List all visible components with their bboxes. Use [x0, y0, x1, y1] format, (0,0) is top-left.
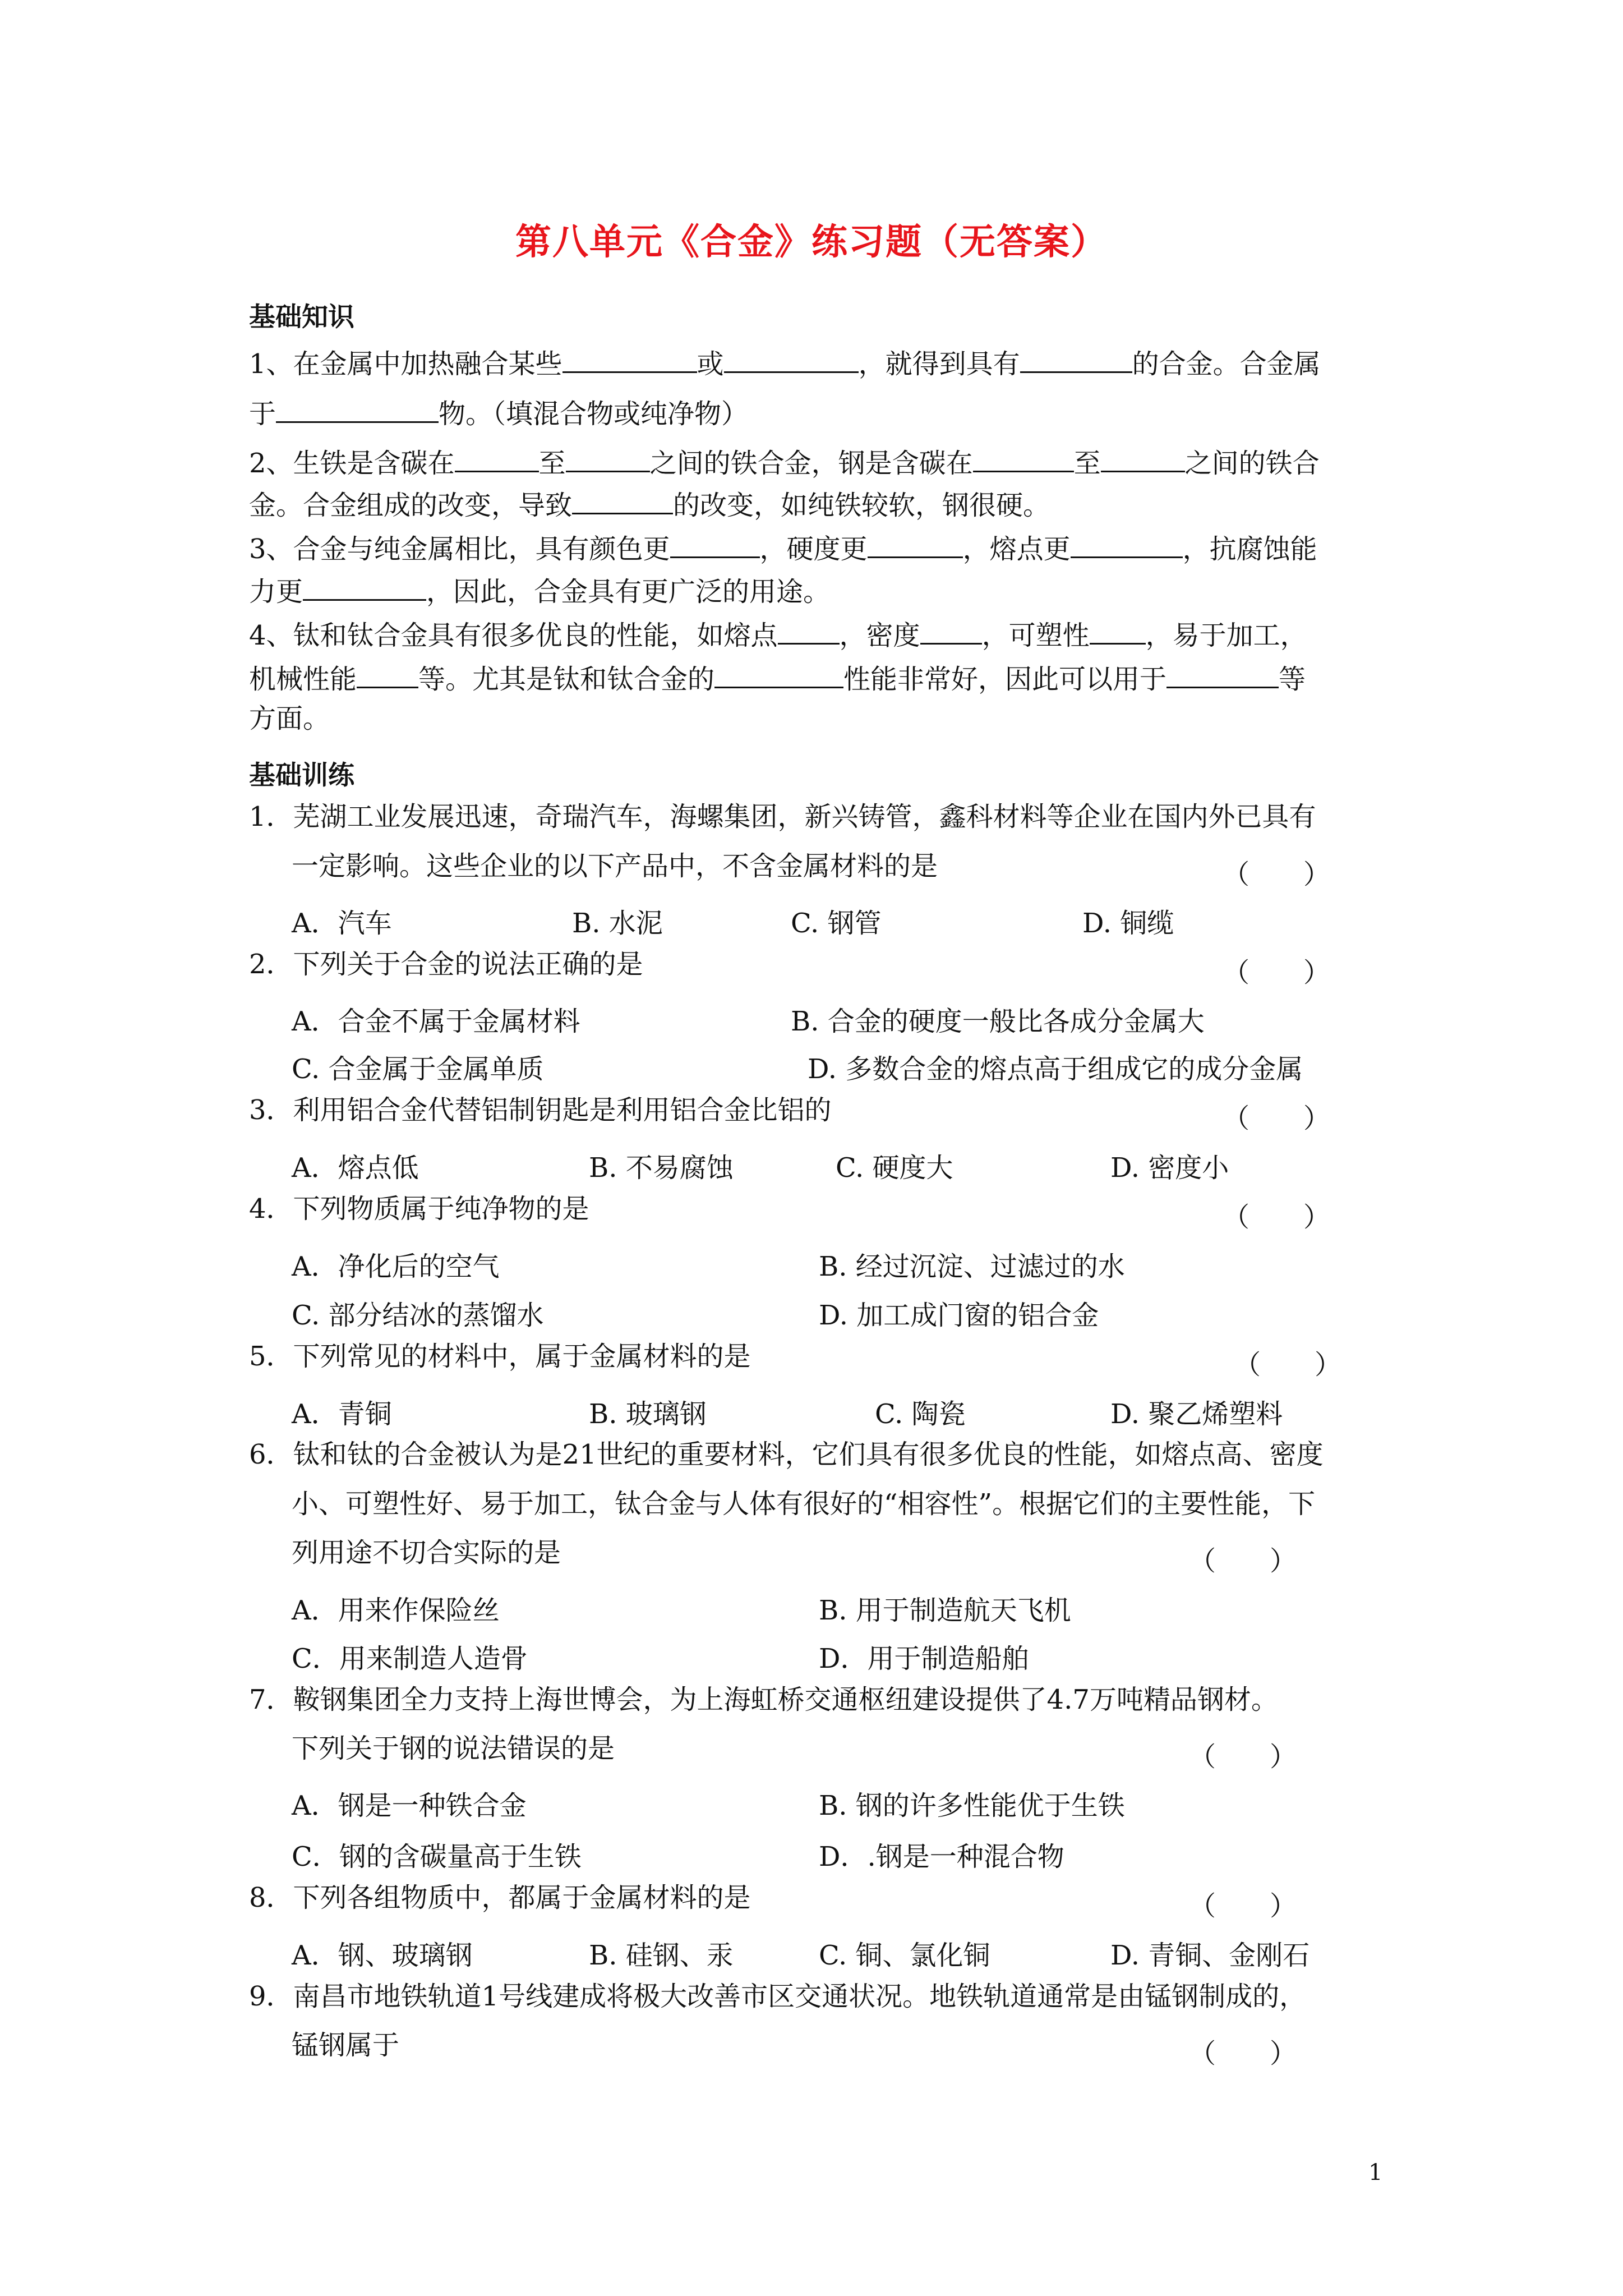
- section-heading-basics: 基础知识: [249, 302, 354, 333]
- question-stem: 7．鞍钢集团全力支持上海世博会，为上海虹桥交通枢纽建设提供了4.7万吨精品钢材。: [249, 1684, 1278, 1715]
- answer-blank[interactable]: [670, 532, 760, 558]
- question-stem: 4．下列物质属于纯净物的是: [249, 1193, 589, 1225]
- question-stem: 6．钛和钛的合金被认为是21世纪的重要材料，它们具有很多优良的性能，如熔点高、密度: [249, 1439, 1324, 1470]
- text: 金。合金组成的改变，导致: [249, 490, 573, 521]
- text: 之间的铁合: [1184, 448, 1320, 479]
- answer-parenthesis[interactable]: （ ）: [1223, 1202, 1331, 1233]
- option-b[interactable]: B. 不易腐蚀: [589, 1152, 734, 1184]
- basics-q3-line2: [249, 574, 831, 608]
- option-d[interactable]: D．.钢是一种混合物: [819, 1841, 1064, 1872]
- question-stem: 1．芜湖工业发展迅速，奇瑞汽车，海螺集团，新兴铸管，鑫科材料等企业在国内外已具有: [249, 801, 1316, 832]
- basics-q4-line2: [249, 662, 1306, 693]
- answer-parenthesis[interactable]: （ ）: [1234, 1349, 1342, 1381]
- answer-blank[interactable]: [562, 347, 697, 373]
- answer-blank[interactable]: [1166, 662, 1279, 688]
- text: ，易于加工，: [1145, 620, 1307, 651]
- text: 于: [249, 398, 276, 430]
- option-b[interactable]: B. 用于制造航天飞机: [819, 1595, 1071, 1626]
- question-stem: 5．下列常见的材料中，属于金属材料的是: [249, 1341, 751, 1372]
- text: 的改变，如纯铁较软，钢很硬。: [673, 490, 1050, 521]
- answer-parenthesis[interactable]: （ ）: [1189, 1890, 1297, 1922]
- text: 的合金。合金属: [1132, 348, 1321, 380]
- basics-q1-line1: [249, 347, 1321, 378]
- answer-blank[interactable]: [868, 532, 963, 558]
- basics-q2-line1: [249, 446, 1320, 477]
- question-stem: 列用途不切合实际的是: [292, 1537, 561, 1568]
- option-b[interactable]: B. 水泥: [572, 908, 663, 939]
- answer-blank[interactable]: [276, 397, 439, 423]
- option-c[interactable]: C. 硬度大: [836, 1152, 953, 1184]
- option-d[interactable]: D. 多数合金的熔点高于组成它的成分金属: [808, 1053, 1303, 1085]
- option-a[interactable]: A．熔点低: [292, 1152, 419, 1184]
- text: 至: [538, 448, 566, 479]
- answer-parenthesis[interactable]: （ ）: [1223, 859, 1331, 890]
- text: 之间的铁合金，钢是含碳在: [649, 448, 973, 479]
- text: 至: [1073, 448, 1101, 479]
- option-c[interactable]: C. 钢管: [791, 908, 882, 939]
- basics-q4-line1: [249, 618, 1307, 649]
- option-d[interactable]: D．用于制造船舶: [819, 1643, 1029, 1674]
- basics-q3-line1: [249, 532, 1317, 563]
- text: 1、在金属中加热融合某些: [249, 348, 562, 380]
- text: ，熔点更: [962, 533, 1071, 565]
- text: 物。（填混合物或纯净物）: [439, 398, 749, 430]
- option-a[interactable]: A．合金不属于金属材料: [292, 1006, 580, 1037]
- text: ，可塑性: [981, 620, 1090, 651]
- page-title: 第八单元《合金》练习题（无答案）: [515, 222, 1108, 263]
- text: 等: [1279, 664, 1306, 695]
- option-d[interactable]: D. 铜缆: [1082, 908, 1174, 939]
- option-b[interactable]: B. 硅钢、汞: [589, 1940, 734, 1971]
- text: 4、钛和钛合金具有很多优良的性能，如熔点: [249, 620, 778, 651]
- answer-parenthesis[interactable]: （ ）: [1223, 1103, 1331, 1134]
- answer-blank[interactable]: [566, 446, 650, 472]
- text: 力更: [249, 576, 303, 608]
- text: 性能非常好，因此可以用于: [843, 664, 1167, 695]
- answer-blank[interactable]: [357, 662, 418, 688]
- answer-blank[interactable]: [1071, 532, 1183, 558]
- answer-blank[interactable]: [724, 347, 859, 373]
- option-a[interactable]: A．青铜: [292, 1398, 392, 1430]
- answer-blank[interactable]: [1090, 618, 1146, 645]
- text: 机械性能: [249, 664, 357, 695]
- answer-parenthesis[interactable]: （ ）: [1189, 1741, 1297, 1773]
- text: ，因此，合金具有更广泛的用途。: [426, 576, 831, 608]
- option-d[interactable]: D. 青铜、金刚石: [1110, 1940, 1310, 1971]
- answer-blank[interactable]: [714, 662, 843, 688]
- question-stem: 3．利用铝合金代替铝制钥匙是利用铝合金比铝的: [249, 1094, 832, 1126]
- option-b[interactable]: B. 合金的硬度一般比各成分金属大: [791, 1006, 1205, 1037]
- question-stem: 2．下列关于合金的说法正确的是: [249, 949, 643, 980]
- option-a[interactable]: A．钢、玻璃钢: [292, 1940, 473, 1971]
- option-c[interactable]: C. 铜、氯化铜: [819, 1940, 990, 1971]
- basics-q2-line2: [249, 488, 1050, 519]
- answer-parenthesis[interactable]: （ ）: [1189, 1545, 1297, 1577]
- answer-blank[interactable]: [455, 446, 539, 472]
- question-stem: 一定影响。这些企业的以下产品中，不含金属材料的是: [292, 850, 938, 882]
- option-c[interactable]: C. 合金属于金属单质: [292, 1053, 544, 1085]
- option-d[interactable]: D. 聚乙烯塑料: [1110, 1398, 1283, 1430]
- question-stem: 锰钢属于: [292, 2030, 400, 2061]
- page-number: 1: [1368, 2160, 1383, 2185]
- option-c[interactable]: C．钢的含碳量高于生铁: [292, 1841, 582, 1872]
- option-a[interactable]: A．汽车: [292, 908, 392, 939]
- text: 3、合金与纯金属相比，具有颜色更: [249, 533, 670, 565]
- text: 或: [697, 348, 724, 380]
- answer-blank[interactable]: [920, 618, 982, 645]
- basics-q4-line3: 方面。: [249, 703, 330, 734]
- answer-blank[interactable]: [303, 574, 426, 601]
- text: ，硬度更: [759, 533, 868, 565]
- answer-blank[interactable]: [973, 446, 1074, 472]
- text: ，抗腐蚀能: [1182, 533, 1317, 565]
- question-stem: 8．下列各组物质中，都属于金属材料的是: [249, 1882, 751, 1913]
- text: 等。尤其是钛和钛合金的: [418, 664, 715, 695]
- basics-q1-line2: [249, 397, 749, 430]
- option-c[interactable]: C. 陶瓷: [875, 1398, 966, 1430]
- answer-blank[interactable]: [1020, 347, 1132, 373]
- section-heading-training: 基础训练: [249, 760, 354, 791]
- option-d[interactable]: D. 密度小: [1110, 1152, 1229, 1184]
- answer-blank[interactable]: [778, 618, 840, 645]
- question-stem: 9．南昌市地铁轨道1号线建成将极大改善市区交通状况。地铁轨道通常是由锰钢制成的，: [249, 1981, 1307, 2012]
- answer-blank[interactable]: [1101, 446, 1185, 472]
- option-b[interactable]: B. 钢的许多性能优于生铁: [819, 1790, 1125, 1821]
- option-b[interactable]: B. 经过沉淀、过滤过的水: [819, 1251, 1125, 1282]
- question-stem: 下列关于钢的说法错误的是: [292, 1733, 615, 1764]
- question-stem: 小、可塑性好、易于加工，钛合金与人体有很好的“相容性”。根据它们的主要性能，下: [292, 1488, 1316, 1520]
- text: ，密度: [839, 620, 920, 651]
- option-b[interactable]: B. 玻璃钢: [589, 1398, 707, 1430]
- answer-blank[interactable]: [572, 488, 673, 514]
- text: 2、生铁是含碳在: [249, 448, 455, 479]
- option-d[interactable]: D. 加工成门窗的铝合金: [819, 1300, 1099, 1331]
- option-c[interactable]: C．用来制造人造骨: [292, 1643, 528, 1674]
- answer-parenthesis[interactable]: （ ）: [1189, 2038, 1297, 2069]
- option-a[interactable]: A．净化后的空气: [292, 1251, 500, 1282]
- text: ，就得到具有: [858, 348, 1020, 380]
- option-a[interactable]: A．钢是一种铁合金: [292, 1790, 527, 1821]
- option-a[interactable]: A．用来作保险丝: [292, 1595, 500, 1626]
- option-c[interactable]: C. 部分结冰的蒸馏水: [292, 1300, 544, 1331]
- answer-parenthesis[interactable]: （ ）: [1223, 957, 1331, 988]
